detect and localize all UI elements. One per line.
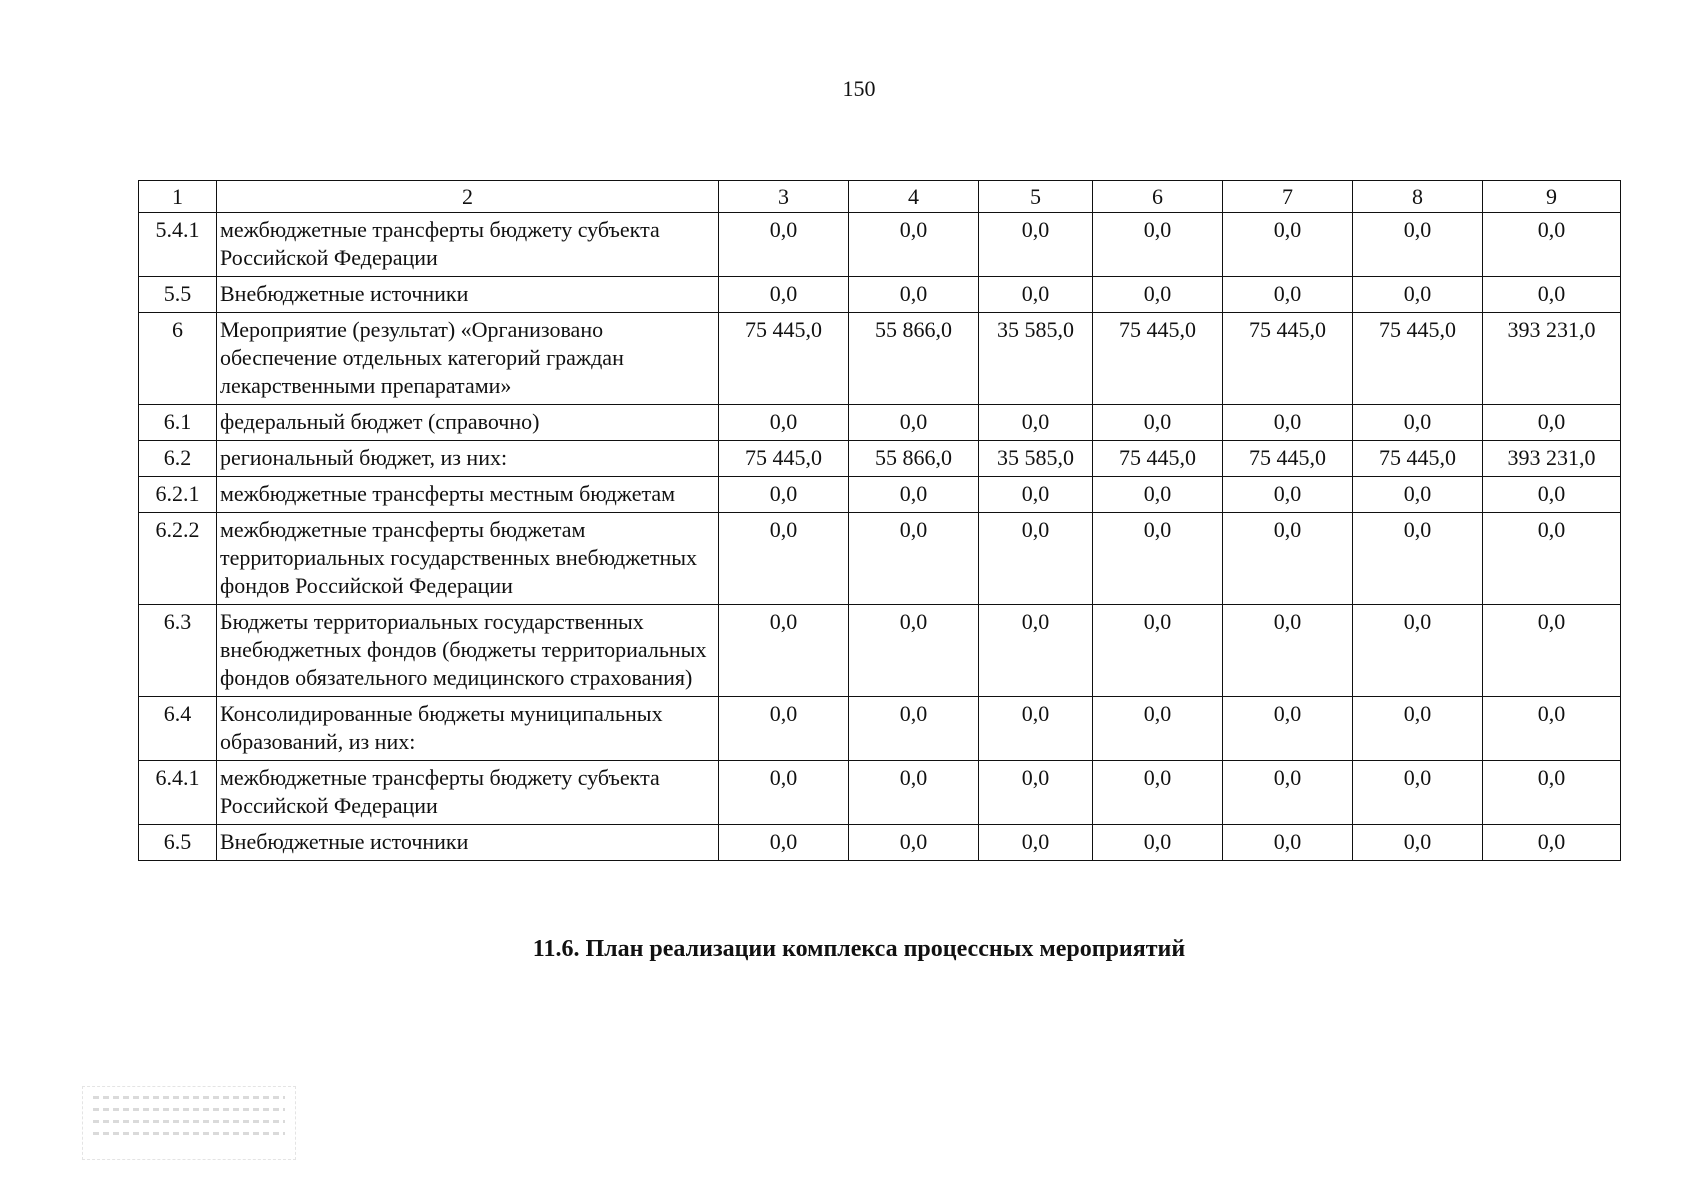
value-cell: 0,0 (1353, 477, 1483, 513)
row-name-cell: межбюджетные трансферты бюджету субъекта Российской Федерации (217, 213, 719, 277)
value-cell: 0,0 (849, 477, 979, 513)
value-cell: 75 445,0 (719, 313, 849, 405)
total-value-cell: 0,0 (1483, 405, 1621, 441)
total-value-cell: 393 231,0 (1483, 313, 1621, 405)
value-cell: 0,0 (1093, 513, 1223, 605)
table-row (139, 605, 1621, 697)
table-header (139, 181, 1621, 213)
column-header: 6 (1093, 181, 1223, 213)
header-row (139, 181, 1621, 213)
value-cell: 0,0 (1093, 605, 1223, 697)
value-cell: 0,0 (1093, 277, 1223, 313)
value-cell: 0,0 (1353, 513, 1483, 605)
value-cell: 0,0 (1093, 405, 1223, 441)
stamp-line (93, 1132, 285, 1135)
value-cell: 0,0 (719, 213, 849, 277)
row-number-cell: 6.2.1 (139, 477, 217, 513)
total-value-cell: 393 231,0 (1483, 441, 1621, 477)
table-row (139, 405, 1621, 441)
value-cell: 0,0 (979, 697, 1093, 761)
table-row (139, 761, 1621, 825)
value-cell: 0,0 (849, 825, 979, 861)
section-heading: 11.6. План реализации комплекса процессных мероприятий (532, 936, 1186, 962)
column-header: 4 (849, 181, 979, 213)
table-row (139, 277, 1621, 313)
value-cell: 0,0 (1353, 213, 1483, 277)
value-cell: 0,0 (719, 513, 849, 605)
value-cell: 0,0 (849, 761, 979, 825)
value-cell: 0,0 (1223, 761, 1353, 825)
row-number-cell: 6.3 (139, 605, 217, 697)
value-cell: 0,0 (1223, 277, 1353, 313)
value-cell: 0,0 (979, 761, 1093, 825)
column-header: 8 (1353, 181, 1483, 213)
value-cell: 0,0 (1353, 405, 1483, 441)
value-cell: 0,0 (719, 761, 849, 825)
value-cell: 0,0 (1353, 277, 1483, 313)
value-cell: 0,0 (1223, 477, 1353, 513)
value-cell: 0,0 (719, 477, 849, 513)
value-cell: 0,0 (1093, 825, 1223, 861)
budget-table (138, 180, 1621, 861)
row-number-cell: 6.4.1 (139, 761, 217, 825)
value-cell: 0,0 (849, 697, 979, 761)
column-header: 2 (217, 181, 719, 213)
value-cell: 75 445,0 (1223, 313, 1353, 405)
value-cell: 55 866,0 (849, 313, 979, 405)
value-cell: 0,0 (1353, 761, 1483, 825)
stamp-line (93, 1108, 285, 1111)
row-number-cell: 6.5 (139, 825, 217, 861)
value-cell: 0,0 (979, 405, 1093, 441)
value-cell: 0,0 (719, 405, 849, 441)
value-cell: 0,0 (979, 605, 1093, 697)
table-row (139, 313, 1621, 405)
value-cell: 0,0 (719, 697, 849, 761)
total-value-cell: 0,0 (1483, 761, 1621, 825)
value-cell: 0,0 (849, 277, 979, 313)
column-header: 3 (719, 181, 849, 213)
row-number-cell: 6 (139, 313, 217, 405)
total-value-cell: 0,0 (1483, 697, 1621, 761)
value-cell: 0,0 (1093, 477, 1223, 513)
stamp-line (93, 1120, 285, 1123)
value-cell: 0,0 (719, 825, 849, 861)
value-cell: 0,0 (849, 405, 979, 441)
value-cell: 0,0 (1223, 825, 1353, 861)
total-value-cell: 0,0 (1483, 825, 1621, 861)
row-name-cell: межбюджетные трансферты бюджету субъекта Российской Федерации (217, 761, 719, 825)
row-name-cell: Бюджеты территориальных государственных внебюджетных фондов (бюджеты территориальных фондов обязательного медицинского страхования) (217, 605, 719, 697)
value-cell: 55 866,0 (849, 441, 979, 477)
row-name-cell: региональный бюджет, из них: (217, 441, 719, 477)
value-cell: 0,0 (1223, 605, 1353, 697)
table-row (139, 213, 1621, 277)
page-number: 150 (842, 76, 876, 101)
row-name-cell: Мероприятие (результат) «Организовано обеспечение отдельных категорий граждан лекарственными препаратами» (217, 313, 719, 405)
column-header: 9 (1483, 181, 1621, 213)
row-number-cell: 6.2.2 (139, 513, 217, 605)
row-name-cell: Внебюджетные источники (217, 277, 719, 313)
value-cell: 75 445,0 (1093, 441, 1223, 477)
value-cell: 35 585,0 (979, 441, 1093, 477)
total-value-cell: 0,0 (1483, 277, 1621, 313)
row-name-cell: Внебюджетные источники (217, 825, 719, 861)
table-body (139, 213, 1621, 861)
table-row (139, 825, 1621, 861)
stamp-line (93, 1096, 285, 1099)
table-row (139, 477, 1621, 513)
value-cell: 75 445,0 (1223, 441, 1353, 477)
table-row (139, 513, 1621, 605)
table-row (139, 441, 1621, 477)
value-cell: 0,0 (1353, 697, 1483, 761)
row-name-cell: Консолидированные бюджеты муниципальных образований, из них: (217, 697, 719, 761)
value-cell: 0,0 (1353, 825, 1483, 861)
row-name-cell: межбюджетные трансферты бюджетам территориальных государственных внебюджетных фондов Российской Федерации (217, 513, 719, 605)
total-value-cell: 0,0 (1483, 513, 1621, 605)
total-value-cell: 0,0 (1483, 213, 1621, 277)
total-value-cell: 0,0 (1483, 605, 1621, 697)
value-cell: 75 445,0 (1353, 313, 1483, 405)
value-cell: 0,0 (979, 825, 1093, 861)
value-cell: 0,0 (979, 513, 1093, 605)
value-cell: 0,0 (849, 605, 979, 697)
row-number-cell: 6.1 (139, 405, 217, 441)
value-cell: 75 445,0 (1353, 441, 1483, 477)
value-cell: 0,0 (1223, 405, 1353, 441)
row-number-cell: 6.2 (139, 441, 217, 477)
value-cell: 0,0 (1223, 213, 1353, 277)
value-cell: 0,0 (1223, 513, 1353, 605)
row-number-cell: 6.4 (139, 697, 217, 761)
value-cell: 0,0 (849, 513, 979, 605)
value-cell: 0,0 (1093, 761, 1223, 825)
table-row (139, 697, 1621, 761)
value-cell: 0,0 (979, 477, 1093, 513)
value-cell: 35 585,0 (979, 313, 1093, 405)
column-header: 7 (1223, 181, 1353, 213)
total-value-cell: 0,0 (1483, 477, 1621, 513)
value-cell: 0,0 (1223, 697, 1353, 761)
value-cell: 0,0 (1093, 213, 1223, 277)
row-name-cell: федеральный бюджет (справочно) (217, 405, 719, 441)
faded-stamp (82, 1086, 296, 1160)
column-header: 5 (979, 181, 1093, 213)
row-name-cell: межбюджетные трансферты местным бюджетам (217, 477, 719, 513)
column-header: 1 (139, 181, 217, 213)
value-cell: 0,0 (979, 277, 1093, 313)
value-cell: 0,0 (1353, 605, 1483, 697)
value-cell: 0,0 (719, 605, 849, 697)
value-cell: 0,0 (849, 213, 979, 277)
value-cell: 0,0 (979, 213, 1093, 277)
value-cell: 0,0 (1093, 697, 1223, 761)
value-cell: 75 445,0 (1093, 313, 1223, 405)
row-number-cell: 5.4.1 (139, 213, 217, 277)
value-cell: 75 445,0 (719, 441, 849, 477)
row-number-cell: 5.5 (139, 277, 217, 313)
value-cell: 0,0 (719, 277, 849, 313)
